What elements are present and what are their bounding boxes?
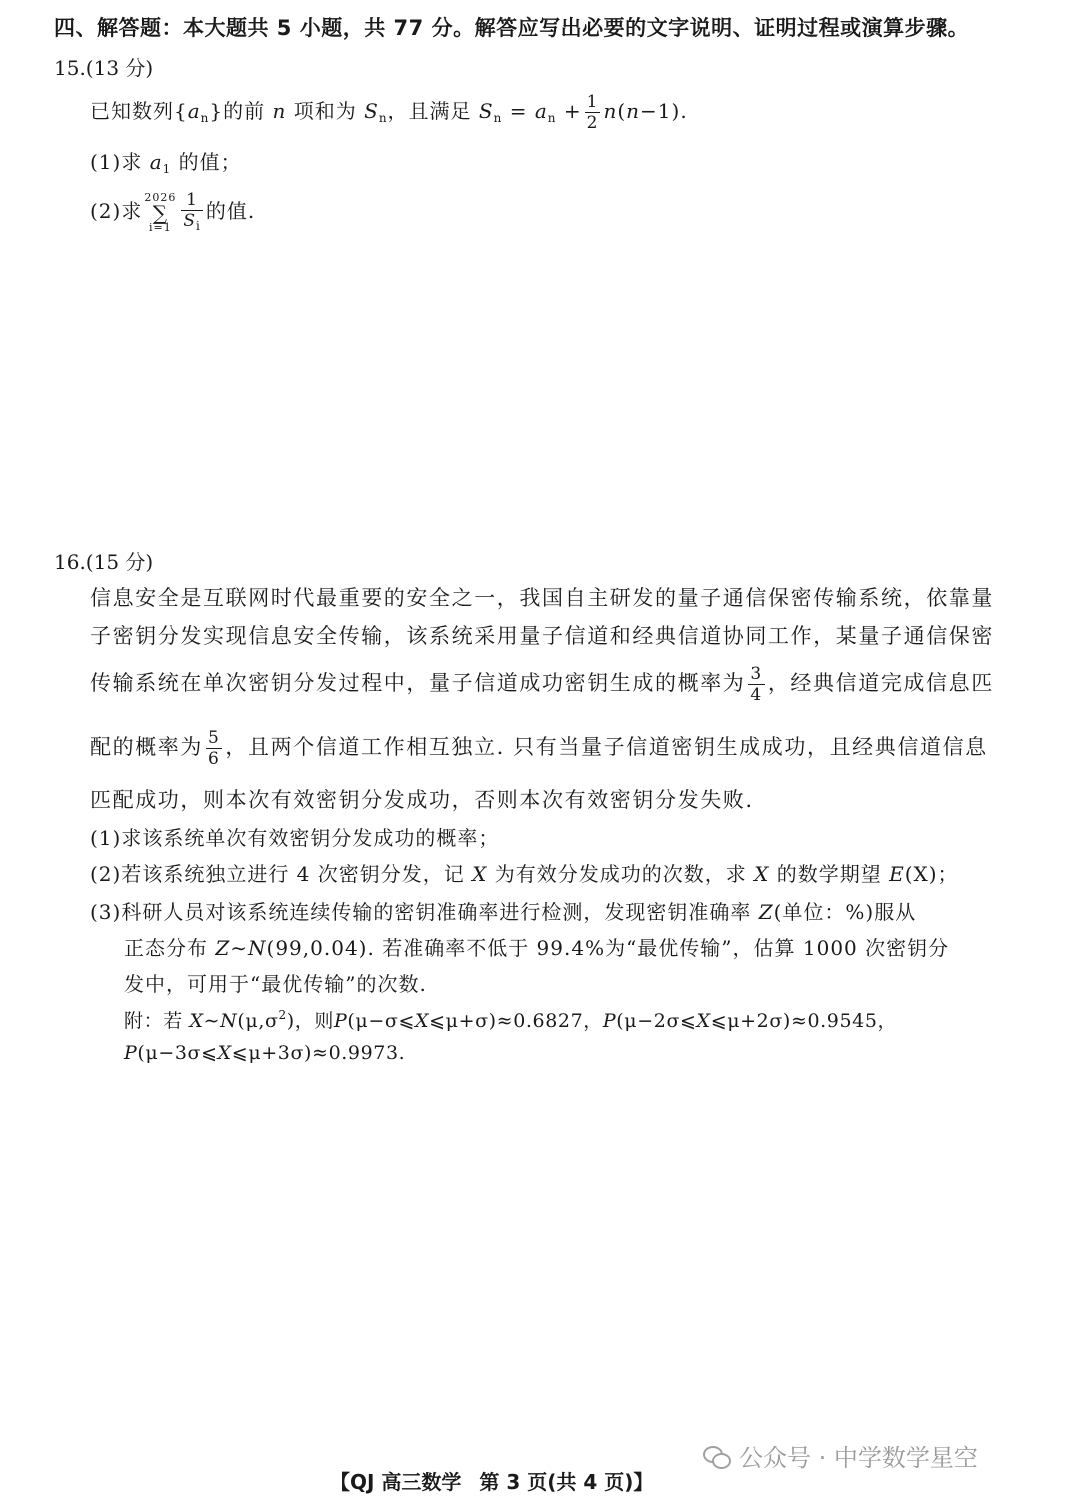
var-P: P — [334, 1010, 348, 1032]
appendix-text: )，则 — [286, 1010, 334, 1032]
q15-stem-text: 项和为 — [293, 99, 357, 123]
q15-part1-text: (1)求 — [90, 150, 143, 174]
var-S: S — [183, 210, 196, 231]
question-15-part-2 — [90, 186, 255, 236]
question-16-line-3 — [90, 660, 994, 706]
question-16-line-2: 子密钥分发实现信息安全传输，该系统采用量子信道和经典信道协同工作，某量子通信保密 — [90, 624, 994, 648]
var-N: N — [220, 1010, 238, 1032]
var-P: P — [602, 1010, 617, 1032]
superscript-2: 2 — [278, 1008, 287, 1022]
question-16-line-1: 信息安全是互联网时代最重要的安全之一，我国自主研发的量子通信保密传输系统，依靠量 — [90, 586, 994, 610]
q16-part3-text: (3)科研人员对该系统连续传输的密钥准确率进行检测，发现密钥准确率 — [90, 900, 752, 924]
sub-i: i — [196, 218, 201, 233]
sub-n: n — [493, 111, 503, 125]
var-X: X — [217, 1042, 232, 1064]
var-N: N — [248, 936, 267, 960]
question-16-number: 16.(15 分) — [54, 550, 154, 574]
var-Z: Z — [758, 900, 774, 924]
question-16-line-4 — [90, 724, 988, 770]
sub-1: 1 — [162, 162, 172, 176]
sum-lower-limit: i=1 — [148, 220, 172, 234]
var-a: a — [149, 150, 163, 174]
tilde-sign: ∼ — [230, 936, 249, 960]
q16-part3-text: (99,0.04). 若准确率不低于 99.4%为“最优传输”，估算 1000 次密钥分 — [266, 936, 950, 960]
q15-part2-text: 的值. — [205, 199, 256, 223]
var-n: n — [272, 99, 287, 123]
var-S: S — [478, 99, 494, 123]
watermark-text: 公众号 · 中学数学星空 — [739, 1444, 978, 1472]
var-a: a — [187, 99, 201, 123]
var-n: n — [603, 99, 618, 123]
var-Z: Z — [215, 936, 231, 960]
tilde-sign: ∼ — [203, 1010, 221, 1032]
q15-stem-text: 已知数列{ — [90, 99, 188, 123]
footer-page-number: 第 3 页(共 4 页)】 — [479, 1470, 654, 1494]
question-16-appendix-line-1 — [124, 1006, 897, 1033]
sum-symbol: ∑ — [152, 200, 168, 225]
q15-stem-text: }的前 — [209, 99, 266, 123]
q15-part2-text: (2)求 — [90, 199, 143, 223]
appendix-text: (μ−3σ⩽ — [137, 1042, 218, 1064]
question-16-part-2 — [90, 858, 959, 887]
question-16-part-3-line-1 — [90, 896, 916, 925]
var-n: n — [626, 99, 641, 123]
wechat-icon — [703, 1444, 731, 1468]
fraction-numerator: 1 — [586, 92, 599, 112]
q16-part3-text: 正态分布 — [124, 936, 208, 960]
question-15-number: 15.(13 分) — [54, 56, 154, 80]
var-X: X — [414, 1010, 430, 1032]
var-X: X — [754, 862, 770, 886]
question-16-part-3-line-2 — [124, 932, 949, 961]
var-S: S — [364, 99, 379, 123]
q16-text: 传输系统在单次密钥分发过程中，量子信道成功密钥生成的概率为 — [90, 671, 746, 695]
expectation-arg: (X) — [904, 862, 938, 886]
question-16-part-3-line-3: 发中，可用于“最优传输”的次数. — [124, 972, 427, 996]
equals-sign: = — [509, 99, 528, 123]
page-footer — [330, 1466, 653, 1495]
question-16-appendix-line-2 — [124, 1042, 405, 1064]
appendix-text: ⩽μ+σ)≈0.6827， — [429, 1010, 603, 1032]
question-16-line-5: 匹配成功，则本次有效密钥分发成功，否则本次有效密钥分发失败. — [90, 788, 754, 812]
appendix-text: (μ−σ⩽ — [347, 1010, 415, 1032]
fraction-three-quarters — [748, 664, 764, 705]
q16-part3-text: (单位：%)服从 — [773, 900, 917, 924]
q16-text: ，且两个信道工作相互独立. 只有当量子信道密钥生成成功，且经典信道信息 — [225, 735, 988, 759]
sub-n: n — [200, 111, 210, 125]
fraction-five-sixths — [206, 728, 222, 769]
q15-stem-text: ，且满足 — [387, 99, 472, 123]
var-X: X — [472, 862, 488, 886]
q16-part2-text: ； — [937, 862, 959, 886]
appendix-text: ⩽μ+3σ)≈0.9973. — [231, 1042, 406, 1064]
plus-sign: + — [563, 99, 582, 123]
q15-part1-text: 的值； — [178, 150, 242, 174]
summation — [144, 192, 176, 234]
footer-left: 【QJ 高三数学 — [330, 1470, 462, 1494]
appendix-text: 附：若 — [124, 1010, 183, 1032]
q15-stem-text: ( — [617, 99, 627, 123]
question-16-part-1: (1)求该系统单次有效密钥分发成功的概率； — [90, 826, 500, 850]
var-X: X — [696, 1010, 711, 1032]
var-P: P — [124, 1042, 138, 1064]
q16-part2-text: (2)若该系统独立进行 4 次密钥分发，记 — [90, 862, 465, 886]
var-a: a — [534, 99, 548, 123]
fraction-denominator: 6 — [208, 749, 221, 769]
fraction-numerator: 3 — [750, 664, 763, 684]
fraction-numerator: 5 — [208, 728, 221, 748]
q16-part2-text: 的数学期望 — [776, 862, 882, 886]
q16-text: ，经典信道完成信息匹 — [767, 671, 994, 695]
watermark — [703, 1438, 978, 1473]
sum-upper-limit: 2026 — [144, 190, 177, 204]
question-15-part-1 — [90, 146, 242, 176]
q16-text: 配的概率为 — [90, 735, 203, 759]
fraction-denominator: 4 — [750, 685, 763, 705]
var-X: X — [189, 1010, 204, 1032]
question-15-stem — [90, 88, 688, 141]
fraction-denominator: 2 — [586, 113, 599, 133]
section-header: 四、解答题：本大题共 5 小题，共 77 分。解答应写出必要的文字说明、证明过程或演算步骤。 — [54, 16, 970, 40]
q15-stem-text: −1). — [640, 99, 688, 123]
sub-n: n — [378, 111, 388, 125]
var-E: E — [889, 862, 905, 886]
q16-part2-text: 为有效分发成功的次数，求 — [494, 862, 747, 886]
sub-n: n — [547, 111, 557, 125]
appendix-text: (μ−2σ⩽ — [616, 1010, 697, 1032]
fraction-one-over-S — [181, 190, 203, 236]
fraction-one-half — [585, 92, 601, 133]
appendix-text: ⩽μ+2σ)≈0.9545， — [710, 1010, 898, 1032]
appendix-text: (μ,σ — [237, 1010, 279, 1032]
fraction-numerator: 1 — [181, 190, 203, 211]
